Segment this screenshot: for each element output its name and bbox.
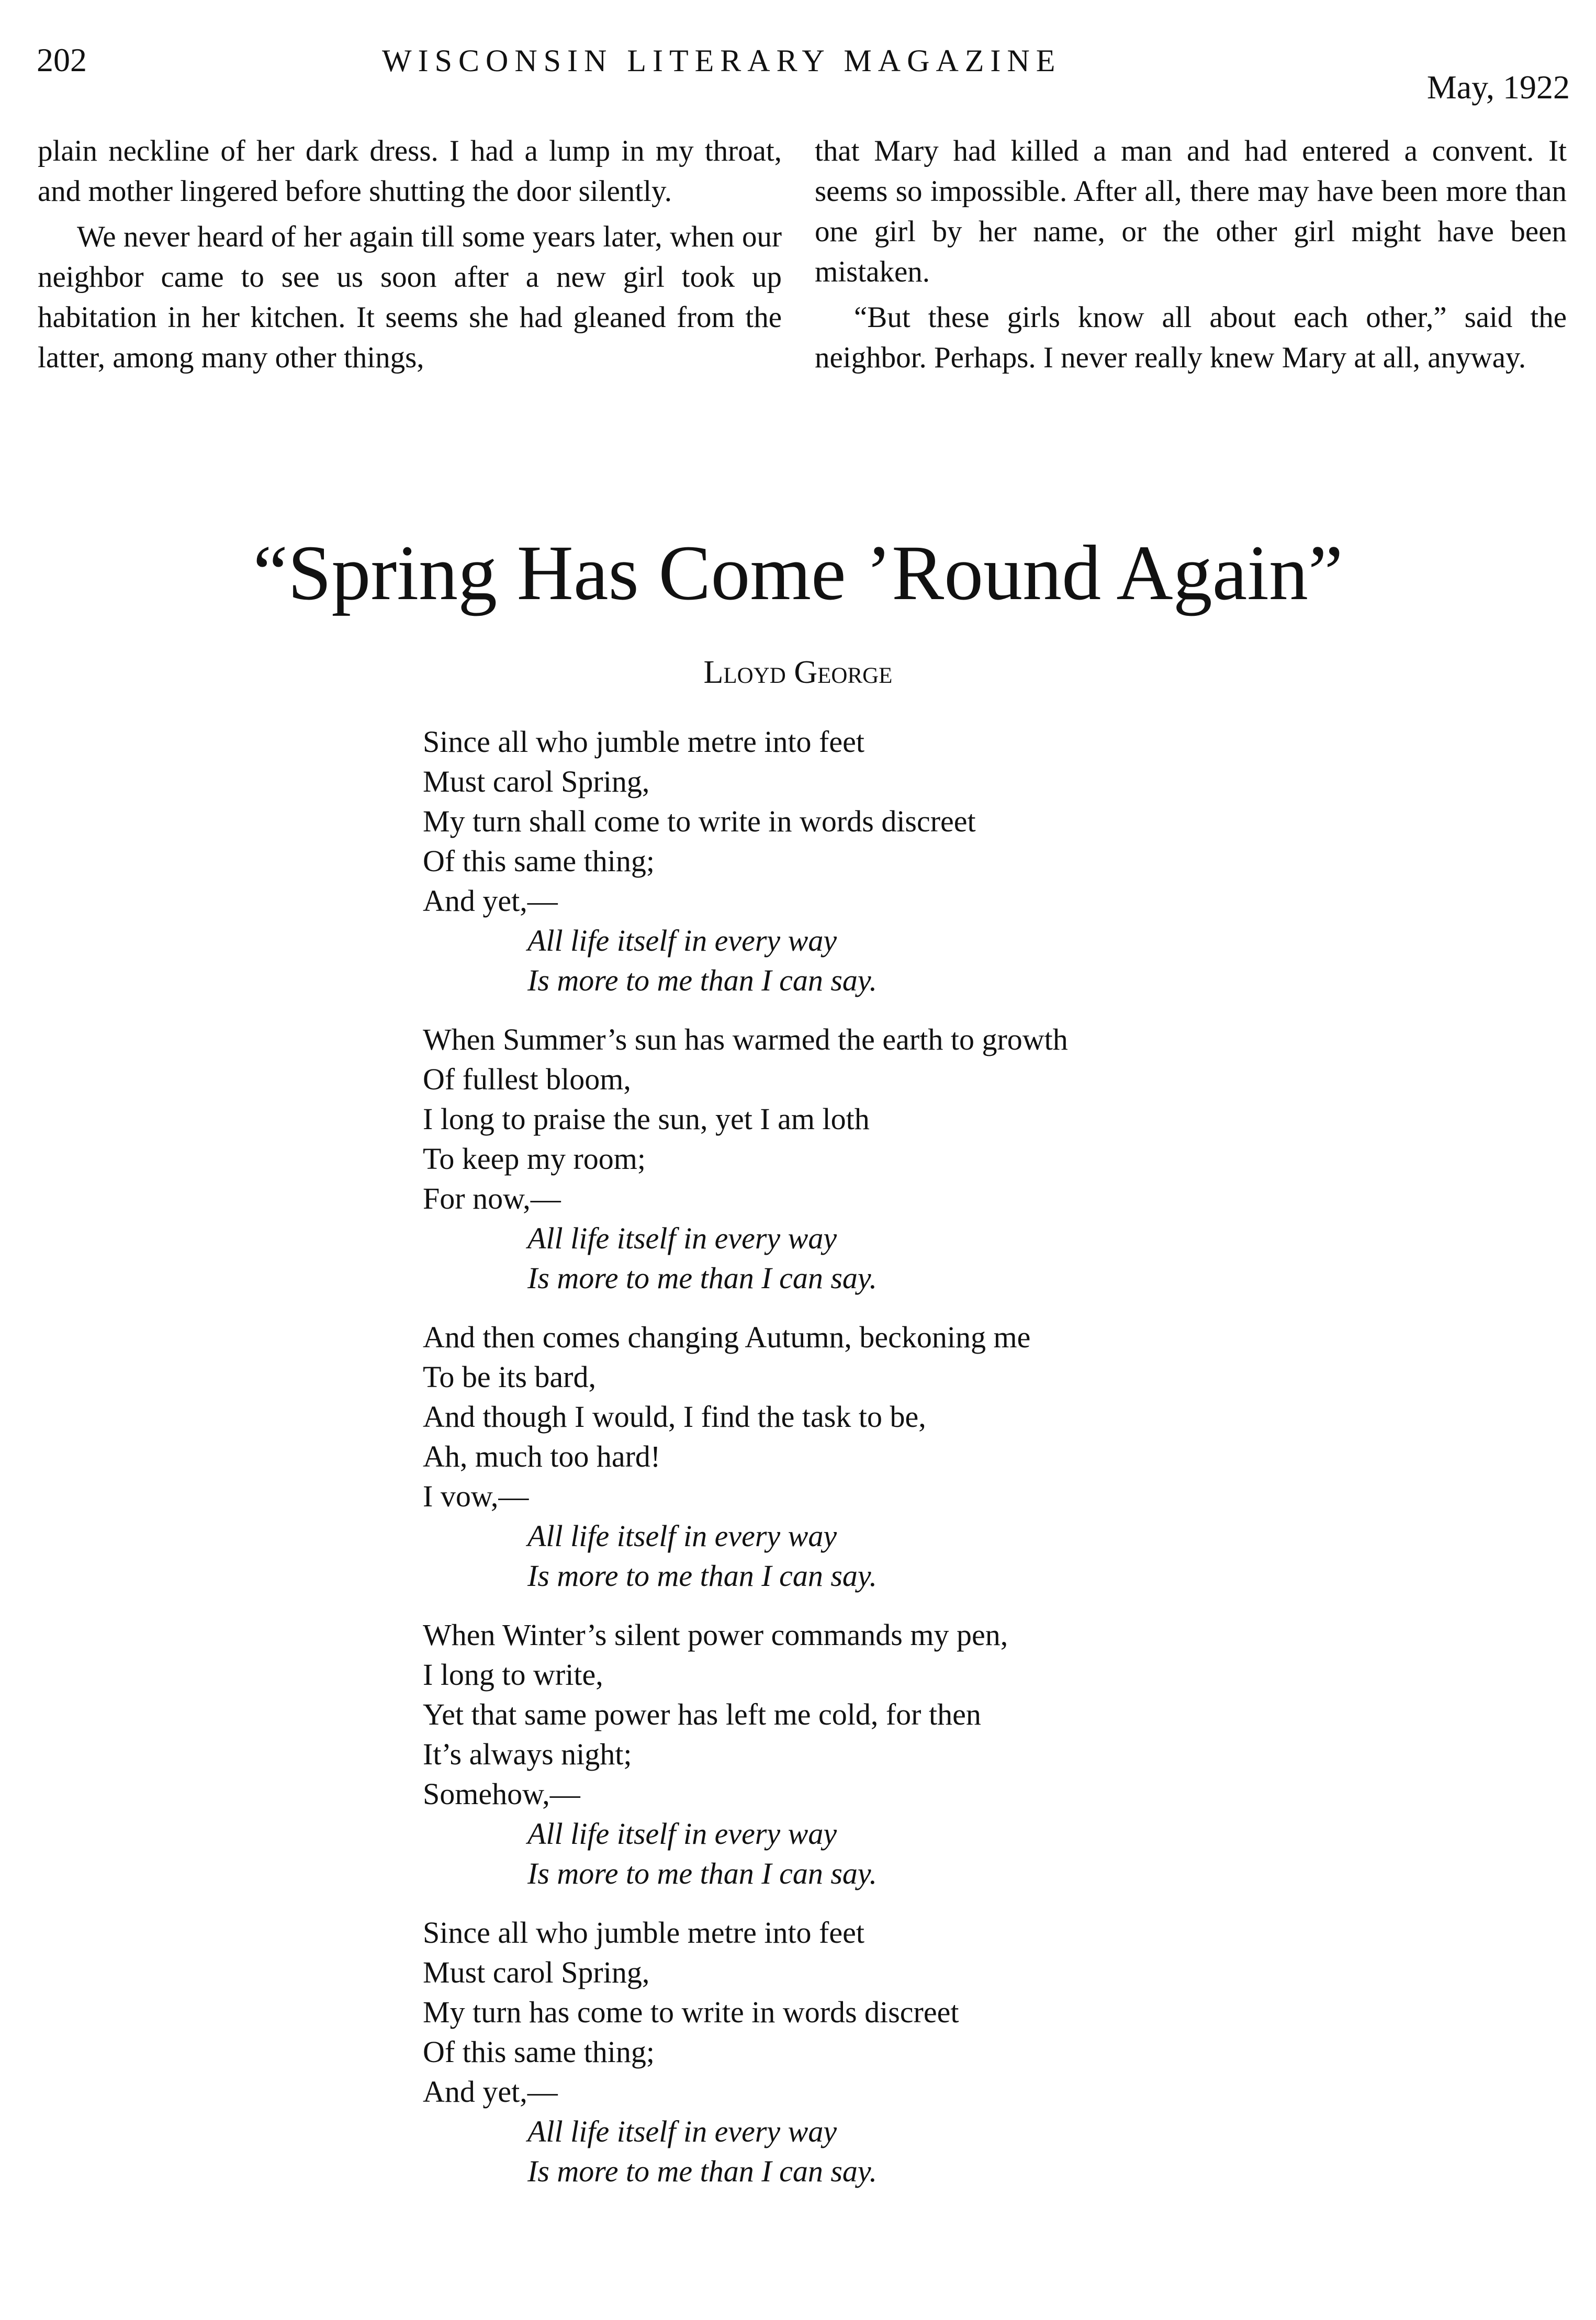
poem-line: Somehow,— xyxy=(423,1777,580,1811)
poem-line: It’s always night; xyxy=(423,1737,632,1771)
poem-line: I long to write, xyxy=(423,1658,603,1692)
poem-refrain-line: Is more to me than I can say. xyxy=(527,1856,877,1890)
poem-refrain-line: All life itself in every way xyxy=(527,924,837,958)
poem-refrain-line: All life itself in every way xyxy=(527,1519,837,1553)
page-number: 202 xyxy=(37,41,87,78)
poem-line: For now,— xyxy=(423,1181,561,1215)
poem-body xyxy=(423,722,1312,2211)
poem-refrain-line: All life itself in every way xyxy=(527,1221,837,1255)
poem-refrain-line: All life itself in every way xyxy=(527,2114,837,2148)
poem-line: When Summer’s sun has warmed the earth to growth xyxy=(423,1022,1068,1056)
poem-line: Of this same thing; xyxy=(423,844,655,878)
poem-stanza xyxy=(423,1317,1312,1596)
poem-refrain-line: Is more to me than I can say. xyxy=(527,1261,877,1295)
prose-paragraph: “But these girls know all about each other,” said the neighbor. Perhaps. I never really knew Mary at all, anyway. xyxy=(815,301,1567,374)
poem-line: I vow,— xyxy=(423,1479,529,1513)
poem-line: When Winter’s silent power commands my pen, xyxy=(423,1618,1008,1652)
poem-refrain-line: Is more to me than I can say. xyxy=(527,963,877,997)
poem-line: And yet,— xyxy=(423,2075,558,2109)
poem-line: Yet that same power has left me cold, for then xyxy=(423,1697,981,1731)
poem-line: Of fullest bloom, xyxy=(423,1062,631,1096)
poem-line: My turn has come to write in words discreet xyxy=(423,1995,959,2029)
poem-line: I long to praise the sun, yet I am loth xyxy=(423,1102,870,1136)
poem-line: My turn shall come to write in words discreet xyxy=(423,804,976,838)
poem-line: Since all who jumble metre into feet xyxy=(423,1916,864,1950)
poem-refrain-line: Is more to me than I can say. xyxy=(527,2154,877,2188)
poem-stanza xyxy=(423,1020,1312,1298)
issue-date: May, 1922 xyxy=(1426,69,1570,106)
running-head xyxy=(37,41,1570,106)
poem-line: And then comes changing Autumn, beckoning me xyxy=(423,1320,1031,1354)
poem-line: And though I would, I find the task to be, xyxy=(423,1400,926,1434)
magazine-title: WISCONSIN LITERARY MAGAZINE xyxy=(382,43,1062,78)
poem-line: Of this same thing; xyxy=(423,2035,655,2069)
poem-line: Must carol Spring, xyxy=(423,764,650,798)
prose-left-column xyxy=(38,131,782,378)
poem-stanza xyxy=(423,722,1312,1000)
poem-line: Since all who jumble metre into feet xyxy=(423,725,864,759)
poem-stanza xyxy=(423,1913,1312,2191)
poem-line: Must carol Spring, xyxy=(423,1955,650,1989)
poem-stanza xyxy=(423,1615,1312,1894)
poem-title: “Spring Has Come ’Round Again” xyxy=(253,530,1343,616)
prose-paragraph: plain neckline of her dark dress. I had a lump in my throat, and mother lingered before shutting the door silently. xyxy=(38,134,782,208)
prose-paragraph: that Mary had killed a man and had entered a convent. It seems so impossible. After all, there may have been more than one girl by her name, or the other girl might have been mistaken. xyxy=(815,134,1567,288)
poem-line: To be its bard, xyxy=(423,1360,596,1394)
poem-refrain-line: Is more to me than I can say. xyxy=(527,1559,877,1593)
poem-refrain-line: All life itself in every way xyxy=(527,1817,837,1851)
poem-line: And yet,— xyxy=(423,884,558,918)
prose-right-column xyxy=(815,131,1567,378)
prose-paragraph: We never heard of her again till some years later, when our neighbor came to see us soon after a new girl took up habitation in her kitchen. It seems she had gleaned from the latter, among many other things, xyxy=(38,220,782,374)
poem-author: Lloyd George xyxy=(703,655,893,690)
poem-line: Ah, much too hard! xyxy=(423,1439,661,1473)
poem-line: To keep my room; xyxy=(423,1142,646,1176)
